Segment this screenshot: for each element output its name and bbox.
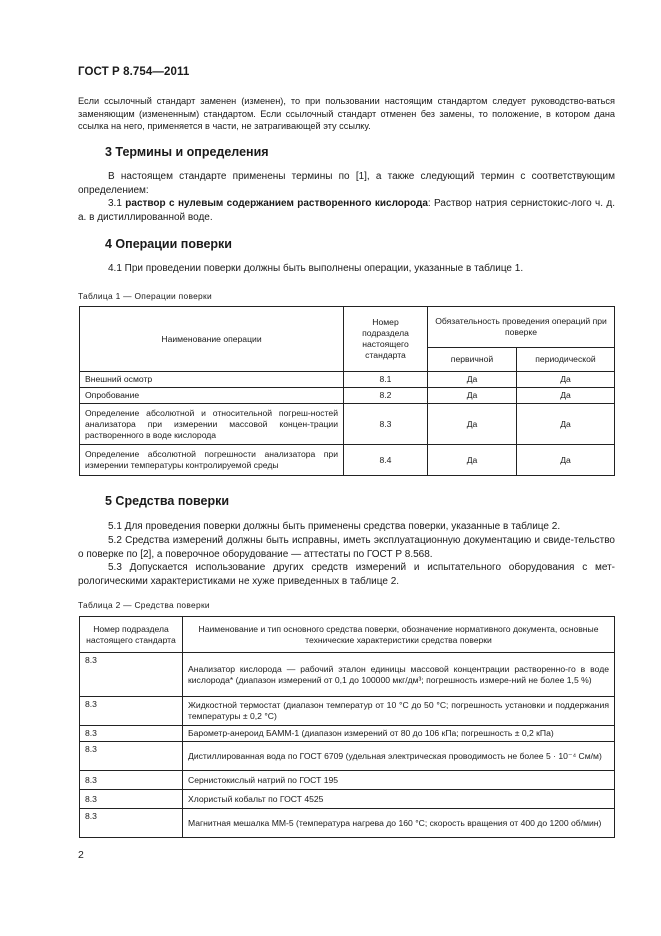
table-cell-primary: Да: [428, 388, 517, 404]
table-cell-number: 8.3: [80, 653, 183, 697]
section-3-heading: 3 Термины и определения: [105, 145, 269, 159]
table-cell-description: Жидкостной термостат (диапазон температур от 10 °С до 50 °С; погрешность установки и поддержания температуры ± 0,2 °С): [183, 697, 615, 726]
section-5-heading: 5 Средства поверки: [105, 494, 230, 508]
table-1: [79, 306, 615, 476]
table-1-header-obligation: Обязательность проведения операций при поверке: [428, 307, 615, 348]
section-4-paragraph-1: 4.1 При проведении поверки должны быть выполнены операции, указанные в таблице 1.: [108, 263, 524, 274]
table-1-header-primary: первичной: [428, 348, 517, 372]
table-2-caption: Таблица 2 — Средства поверки: [78, 600, 210, 610]
table-row: [80, 742, 615, 771]
table-row: [80, 653, 615, 697]
table-cell-primary: Да: [428, 404, 517, 445]
table-cell-description: Барометр-анероид БАММ-1 (диапазон измерений от 80 до 106 кПа; погрешность ± 0,2 кПа): [183, 726, 615, 742]
table-cell-name: Внешний осмотр: [80, 372, 344, 388]
table-cell-name: Определение абсолютной и относительной погреш-ностей анализатора при измерении массовой концен-трации растворенного в воде кислорода: [80, 404, 344, 445]
table-cell-number: 8.3: [80, 771, 183, 790]
table-row: [80, 445, 615, 476]
table-cell-number: 8.3: [80, 726, 183, 742]
table-2-header-number: Номер подраздела настоящего стандарта: [80, 617, 183, 653]
intro-paragraph: Если ссылочный стандарт заменен (изменен), то при пользовании настоящим стандартом следует руководство-ваться заменяющим (измененным) стандартом. Если ссылочный стандарт отменен без замены, то положение, в котором дана ссылка на него, применяется в части, не затрагивающей эту ссылку.: [78, 96, 615, 131]
table-cell-number: 8.4: [344, 445, 428, 476]
table-row: [80, 771, 615, 790]
table-cell-number: 8.3: [80, 697, 183, 726]
table-cell-description: Сернистокислый натрий по ГОСТ 195: [183, 771, 615, 790]
table-2-header-description: Наименование и тип основного средства поверки, обозначение нормативного документа, основные технические характеристики средства поверки: [183, 617, 615, 653]
table-cell-periodic: Да: [517, 372, 615, 388]
table-1-header-periodic: периодической: [517, 348, 615, 372]
table-1-header-name: Наименование операции: [80, 307, 344, 372]
table-cell-periodic: Да: [517, 445, 615, 476]
table-row: [80, 726, 615, 742]
table-cell-number: 8.3: [80, 742, 183, 771]
section-4-heading: 4 Операции поверки: [105, 237, 232, 251]
document-header: ГОСТ Р 8.754—2011: [78, 66, 190, 78]
table-1-caption: Таблица 1 — Операции поверки: [78, 291, 212, 301]
term-name: раствор с нулевым содержанием растворенного кислорода: [125, 198, 428, 209]
section-5-paragraph-2: 5.2 Средства измерений должны быть исправны, иметь эксплуатационную документацию и свиде-тельство о поверке по [2], а поверочное оборудование — аттестаты по ГОСТ Р 8.568.: [78, 535, 615, 560]
table-1-header-number: Номер подраздела настоящего стандарта: [344, 307, 428, 372]
term-number: 3.1: [108, 198, 126, 209]
table-2: [79, 616, 615, 838]
table-cell-description: Магнитная мешалка ММ-5 (температура нагрева до 160 °С; скорость вращения от 400 до 1200 об/мин): [183, 809, 615, 838]
table-cell-number: 8.3: [344, 404, 428, 445]
table-cell-primary: Да: [428, 445, 517, 476]
table-row: [80, 809, 615, 838]
table-row: [80, 388, 615, 404]
table-cell-number: 8.3: [80, 809, 183, 838]
section-3-paragraph-1: В настоящем стандарте применены термины по [1], а также следующий термин с соответствующим определением:: [78, 171, 615, 196]
table-row: [80, 372, 615, 388]
table-cell-description: Хлористый кобальт по ГОСТ 4525: [183, 790, 615, 809]
table-cell-description: Дистиллированная вода по ГОСТ 6709 (удельная электрическая проводимость не более 5 · 10⁻⁴ См/м): [183, 742, 615, 771]
table-cell-number: 8.3: [80, 790, 183, 809]
table-cell-name: Опробование: [80, 388, 344, 404]
section-5-paragraph-1: 5.1 Для проведения поверки должны быть применены средства поверки, указанные в таблице 2.: [108, 521, 561, 532]
table-row: [80, 404, 615, 445]
section-3-paragraph-2: [78, 197, 615, 225]
table-cell-name: Определение абсолютной погрешности анализатора при измерении температуры контролируемой среды: [80, 445, 344, 476]
table-cell-primary: Да: [428, 372, 517, 388]
table-cell-number: 8.1: [344, 372, 428, 388]
term-definition: : Раствор натрия сернистокис-лого ч. д. а. в дистиллированной воде.: [78, 198, 615, 223]
table-row: [80, 790, 615, 809]
page-number: 2: [78, 849, 84, 861]
table-cell-number: 8.2: [344, 388, 428, 404]
table-cell-periodic: Да: [517, 404, 615, 445]
table-cell-periodic: Да: [517, 388, 615, 404]
table-row: [80, 697, 615, 726]
table-cell-description: Анализатор кислорода — рабочий эталон единицы массовой концентрации растворенно-го в воде кислорода* (диапазон измерений от 0,1 до 100000 мкг/дм³; погрешность измере-ний не более 1,5 %): [183, 653, 615, 697]
section-5-paragraph-3: 5.3 Допускается использование других средств измерений и испытательного оборудования с мет-рологическими характеристиками не хуже приведенных в таблице 2.: [78, 562, 615, 587]
